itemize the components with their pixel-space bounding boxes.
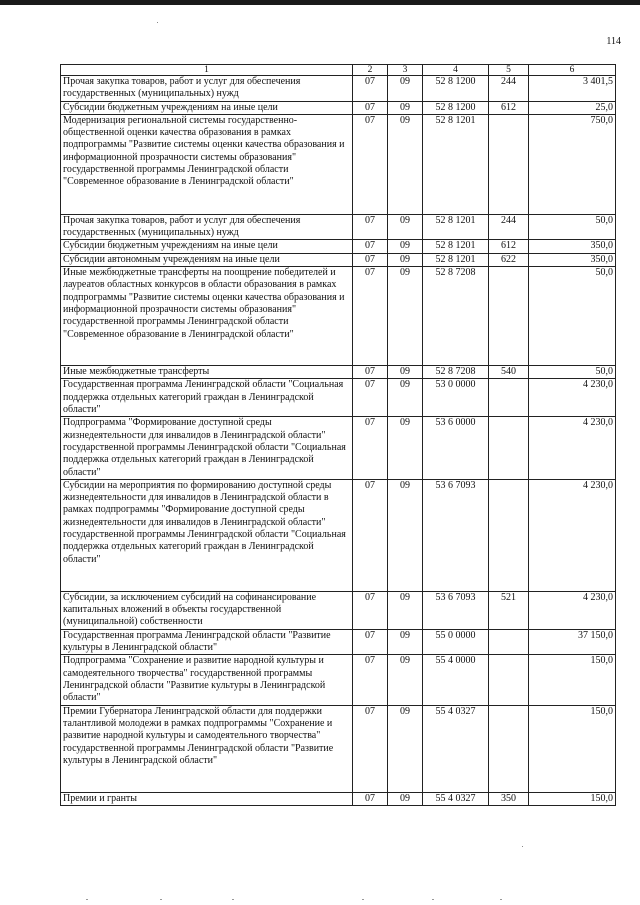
table-row xyxy=(61,114,616,214)
subsection-code-cell: 09 xyxy=(388,101,423,114)
table-row xyxy=(61,366,616,379)
section-code-cell: 07 xyxy=(353,629,388,655)
expense-type-cell: 612 xyxy=(489,240,529,253)
amount-cell: 50,0 xyxy=(529,214,616,240)
table-header-row xyxy=(61,65,616,76)
subsection-code-cell: 09 xyxy=(388,591,423,629)
expense-type-cell xyxy=(489,379,529,417)
item-name-cell: Модернизация региональной системы государственно-общественной оценки качества образования в рамках подпрограммы "Развитие системы оценки качества образования и информационной прозрачности системы образования" государственной программы Ленинградской области "Современное образование в Ленинградской области" xyxy=(61,114,353,214)
section-code-cell: 07 xyxy=(353,479,388,591)
scan-speck xyxy=(522,846,523,847)
item-name-cell: Государственная программа Ленинградской области "Развитие культуры в Ленинградской области" xyxy=(61,629,353,655)
subsection-code-cell: 09 xyxy=(388,214,423,240)
section-code-cell: 07 xyxy=(353,379,388,417)
target-article-cell: 52 8 1200 xyxy=(423,76,489,102)
table-row xyxy=(61,253,616,266)
item-name-cell: Субсидии автономным учреждениям на иные цели xyxy=(61,253,353,266)
table-row xyxy=(61,76,616,102)
subsection-code-cell: 09 xyxy=(388,267,423,366)
table-row xyxy=(61,267,616,366)
page-number: 114 xyxy=(606,36,621,47)
target-article-cell: 52 8 1201 xyxy=(423,240,489,253)
amount-cell: 3 401,5 xyxy=(529,76,616,102)
subsection-code-cell: 09 xyxy=(388,366,423,379)
section-code-cell: 07 xyxy=(353,792,388,805)
target-article-cell: 55 4 0327 xyxy=(423,705,489,792)
item-name-cell: Прочая закупка товаров, работ и услуг для обеспечения государственных (муниципальных) нужд xyxy=(61,76,353,102)
header-cell: 6 xyxy=(529,65,616,76)
amount-cell: 50,0 xyxy=(529,366,616,379)
expense-type-cell xyxy=(489,479,529,591)
scan-top-border xyxy=(0,0,640,5)
amount-cell: 150,0 xyxy=(529,705,616,792)
section-code-cell: 07 xyxy=(353,366,388,379)
expense-type-cell: 622 xyxy=(489,253,529,266)
amount-cell: 37 150,0 xyxy=(529,629,616,655)
item-name-cell: Иные межбюджетные трансферты на поощрение победителей и лауреатов областных конкурсов в области образования в рамках подпрограммы "Развитие системы оценки качества образования и информационной прозрачности системы образования" государственной программы Ленинградской области "Современное образование в Ленинградской области" xyxy=(61,267,353,366)
subsection-code-cell: 09 xyxy=(388,417,423,479)
amount-cell: 25,0 xyxy=(529,101,616,114)
target-article-cell: 55 4 0327 xyxy=(423,792,489,805)
expense-type-cell xyxy=(489,655,529,705)
expense-type-cell xyxy=(489,629,529,655)
item-name-cell: Премии Губернатора Ленинградской области для поддержки талантливой молодежи в рамках подпрограммы "Сохранение и развитие народной культуры и самодеятельного творчества" государственной программы Ленинградской области "Развитие культуры в Ленинградской области" xyxy=(61,705,353,792)
section-code-cell: 07 xyxy=(353,101,388,114)
target-article-cell: 52 8 1200 xyxy=(423,101,489,114)
table-row xyxy=(61,655,616,705)
table-row xyxy=(61,240,616,253)
header-cell: 4 xyxy=(423,65,489,76)
target-article-cell: 52 8 1201 xyxy=(423,253,489,266)
target-article-cell: 53 6 7093 xyxy=(423,479,489,591)
item-name-cell: Государственная программа Ленинградской области "Социальная поддержка отдельных категорий граждан в Ленинградской области" xyxy=(61,379,353,417)
scan-bottom-edge xyxy=(0,896,640,905)
table-row xyxy=(61,214,616,240)
subsection-code-cell: 09 xyxy=(388,114,423,214)
item-name-cell: Иные межбюджетные трансферты xyxy=(61,366,353,379)
expense-type-cell xyxy=(489,267,529,366)
item-name-cell: Субсидии бюджетным учреждениям на иные цели xyxy=(61,101,353,114)
subsection-code-cell: 09 xyxy=(388,379,423,417)
section-code-cell: 07 xyxy=(353,240,388,253)
target-article-cell: 55 4 0000 xyxy=(423,655,489,705)
section-code-cell: 07 xyxy=(353,417,388,479)
section-code-cell: 07 xyxy=(353,214,388,240)
amount-cell: 350,0 xyxy=(529,253,616,266)
amount-cell: 4 230,0 xyxy=(529,379,616,417)
target-article-cell: 52 8 1201 xyxy=(423,214,489,240)
expense-type-cell xyxy=(489,705,529,792)
subsection-code-cell: 09 xyxy=(388,253,423,266)
subsection-code-cell: 09 xyxy=(388,655,423,705)
target-article-cell: 53 6 0000 xyxy=(423,417,489,479)
expense-type-cell xyxy=(489,114,529,214)
target-article-cell: 55 0 0000 xyxy=(423,629,489,655)
header-cell: 1 xyxy=(61,65,353,76)
item-name-cell: Субсидии на мероприятия по формированию доступной среды жизнедеятельности для инвалидов в Ленинградской области в рамках подпрограммы "Формирование доступной среды жизнедеятельности для инвалидов в Ленинградской области" государственной программы Ленинградской области "Социальная поддержка отдельных категорий граждан в Ленинградской области" xyxy=(61,479,353,591)
amount-cell: 150,0 xyxy=(529,792,616,805)
section-code-cell: 07 xyxy=(353,705,388,792)
amount-cell: 4 230,0 xyxy=(529,479,616,591)
subsection-code-cell: 09 xyxy=(388,479,423,591)
table-row xyxy=(61,479,616,591)
subsection-code-cell: 09 xyxy=(388,792,423,805)
item-name-cell: Прочая закупка товаров, работ и услуг для обеспечения государственных (муниципальных) нужд xyxy=(61,214,353,240)
subsection-code-cell: 09 xyxy=(388,240,423,253)
expense-type-cell: 521 xyxy=(489,591,529,629)
target-article-cell: 53 0 0000 xyxy=(423,379,489,417)
section-code-cell: 07 xyxy=(353,253,388,266)
header-cell: 2 xyxy=(353,65,388,76)
amount-cell: 750,0 xyxy=(529,114,616,214)
section-code-cell: 07 xyxy=(353,655,388,705)
section-code-cell: 07 xyxy=(353,267,388,366)
budget-table xyxy=(60,64,616,806)
section-code-cell: 07 xyxy=(353,76,388,102)
amount-cell: 50,0 xyxy=(529,267,616,366)
expense-type-cell: 244 xyxy=(489,76,529,102)
amount-cell: 4 230,0 xyxy=(529,417,616,479)
table-row xyxy=(61,101,616,114)
item-name-cell: Подпрограмма "Формирование доступной среды жизнедеятельности для инвалидов в Ленинградской области" государственной программы Ленинградской области "Социальная поддержка отдельных категорий граждан в Ленинградской области" xyxy=(61,417,353,479)
table-row xyxy=(61,379,616,417)
item-name-cell: Подпрограмма "Сохранение и развитие народной культуры и самодеятельного творчества" государственной программы Ленинградской области "Развитие культуры в Ленинградской области" xyxy=(61,655,353,705)
header-cell: 3 xyxy=(388,65,423,76)
target-article-cell: 52 8 7208 xyxy=(423,267,489,366)
expense-type-cell: 612 xyxy=(489,101,529,114)
scan-speck xyxy=(157,22,158,23)
expense-type-cell xyxy=(489,417,529,479)
item-name-cell: Премии и гранты xyxy=(61,792,353,805)
expense-type-cell: 244 xyxy=(489,214,529,240)
subsection-code-cell: 09 xyxy=(388,629,423,655)
expense-type-cell: 350 xyxy=(489,792,529,805)
subsection-code-cell: 09 xyxy=(388,705,423,792)
table-row xyxy=(61,792,616,805)
section-code-cell: 07 xyxy=(353,591,388,629)
section-code-cell: 07 xyxy=(353,114,388,214)
amount-cell: 4 230,0 xyxy=(529,591,616,629)
table-row xyxy=(61,417,616,479)
table-row xyxy=(61,591,616,629)
subsection-code-cell: 09 xyxy=(388,76,423,102)
table-row xyxy=(61,629,616,655)
amount-cell: 350,0 xyxy=(529,240,616,253)
target-article-cell: 53 6 7093 xyxy=(423,591,489,629)
expense-type-cell: 540 xyxy=(489,366,529,379)
header-cell: 5 xyxy=(489,65,529,76)
target-article-cell: 52 8 7208 xyxy=(423,366,489,379)
table-row xyxy=(61,705,616,792)
item-name-cell: Субсидии бюджетным учреждениям на иные цели xyxy=(61,240,353,253)
item-name-cell: Субсидии, за исключением субсидий на софинансирование капитальных вложений в объекты государственной (муниципальной) собственности xyxy=(61,591,353,629)
target-article-cell: 52 8 1201 xyxy=(423,114,489,214)
amount-cell: 150,0 xyxy=(529,655,616,705)
